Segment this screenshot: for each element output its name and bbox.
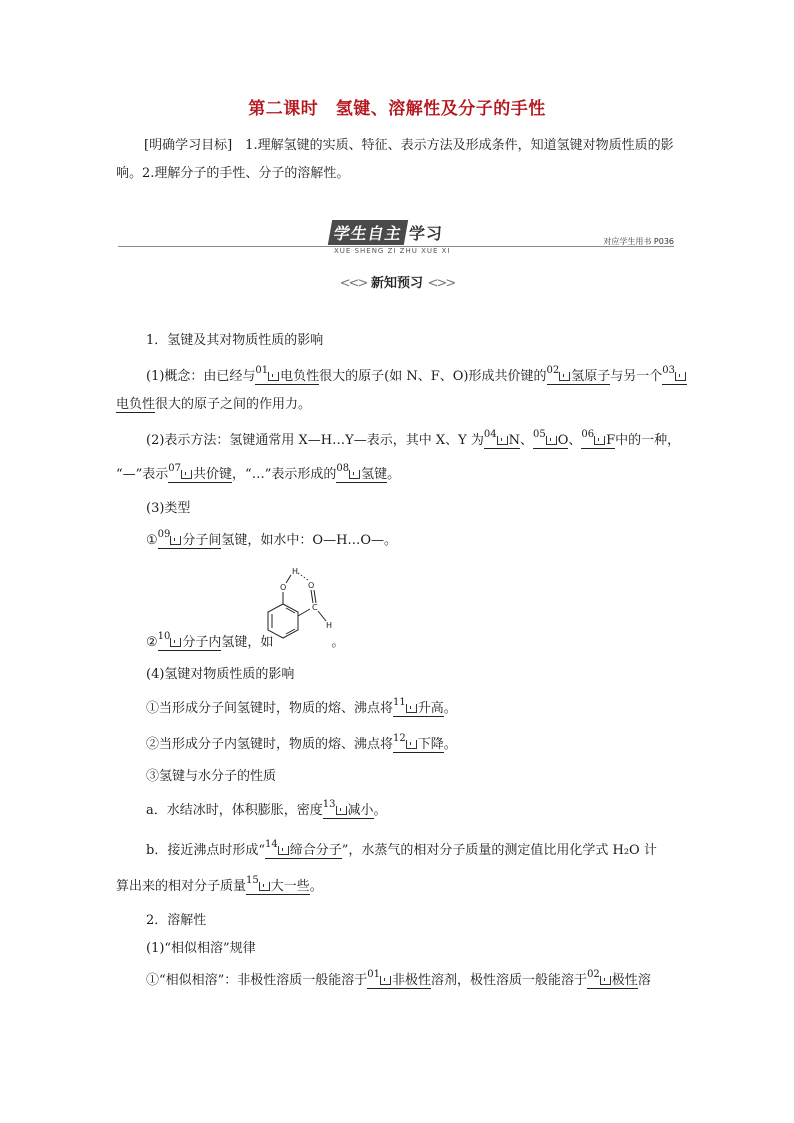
answer-marker-icon bbox=[406, 740, 417, 749]
atom-o1: O bbox=[280, 583, 287, 592]
banner-boxed-text: 学生自主 bbox=[328, 220, 408, 245]
banner-text: 学习 bbox=[409, 223, 444, 243]
answer-10: $^{10}$ 分子内 bbox=[157, 631, 222, 650]
heading-2: 2．溶解性 bbox=[146, 913, 207, 928]
bond-c-h bbox=[318, 611, 326, 621]
answer-marker-icon bbox=[380, 976, 391, 985]
answer-marker-icon bbox=[594, 436, 605, 445]
atom-h2: H bbox=[326, 621, 333, 630]
goals-text: 1.理解氢键的实质、特征、表示方法及形成条件，知道氢键对物质性质的影响。2.理解分子的手性、分子的溶解性。 bbox=[116, 138, 674, 181]
bond-c-o-2 bbox=[314, 590, 316, 603]
answer-01: $^{01}$ 电负性 bbox=[255, 365, 320, 384]
answer-13: $^{13}$ 减小 bbox=[322, 799, 374, 818]
answer-marker-icon bbox=[181, 470, 192, 479]
concept-line-1: (1)概念：由已经与$^{01}$ 电负性很大的原子(如 N、F、O)形成共价键的$^{02}$ 氢原子与另一个$^{03}$ bbox=[146, 368, 687, 387]
learning-goals bbox=[116, 132, 678, 188]
effect-3: ③氢键与水分子的性质 bbox=[146, 769, 277, 784]
answer-marker-icon bbox=[170, 638, 181, 647]
answer-07: $^{07}$ 共价键 bbox=[168, 463, 233, 482]
answer-marker-icon bbox=[546, 436, 557, 445]
heading-1: 1．氢键及其对物质性质的影响 bbox=[146, 333, 324, 348]
goals-label: [明确学习目标] bbox=[144, 138, 233, 153]
effects-heading: (4)氢键对物质性质的影响 bbox=[146, 667, 295, 682]
section-heading bbox=[0, 272, 794, 291]
answer-s02: $^{02}$ 极性 bbox=[587, 969, 638, 988]
like-dissolves-heading: (1)“相似相溶”规律 bbox=[146, 941, 256, 956]
answer-02: $^{02}$ 氢原子 bbox=[546, 365, 611, 384]
answer-11: $^{11}$ 升高 bbox=[393, 697, 444, 716]
water-b-line-1: b．接近沸点时形成“$^{14}$ 缔合分子”，水蒸气的相对分子质量的测定值比用化学式 H₂O 计 bbox=[146, 839, 657, 858]
answer-08: $^{08}$ 氢键 bbox=[336, 463, 388, 482]
answer-marker-icon bbox=[600, 976, 611, 985]
answer-s01: $^{01}$ 非极性 bbox=[367, 969, 432, 988]
answer-marker-icon bbox=[336, 806, 347, 815]
bond-h-o bbox=[286, 575, 291, 583]
answer-marker-icon bbox=[559, 372, 570, 381]
like-dissolves-rule: ①“相似相溶”：非极性溶质一般能溶于$^{01}$ 非极性溶剂，极性溶质一般能溶于$^{02}$ 极性溶 bbox=[146, 969, 651, 988]
effect-1: ①当形成分子间氢键时，物质的熔、沸点将$^{11}$ 升高。 bbox=[146, 697, 457, 716]
atom-c: C bbox=[312, 603, 318, 612]
answer-14: $^{14}$ 缔合分子 bbox=[264, 839, 342, 858]
answer-09: $^{09}$ 分子间 bbox=[157, 529, 222, 548]
atom-o2: O bbox=[308, 581, 315, 590]
answer-03: 03 bbox=[662, 369, 687, 385]
answer-03-text: 电负性 bbox=[116, 397, 156, 412]
right-deco-icon: <>> bbox=[427, 276, 455, 291]
bond-c-o-1 bbox=[311, 590, 313, 603]
types-heading: (3)类型 bbox=[146, 501, 191, 516]
answer-04: $^{04}$ N bbox=[483, 429, 520, 448]
answer-marker-icon bbox=[268, 372, 279, 381]
hydrogen-bond bbox=[298, 573, 308, 580]
left-deco-icon: <<> bbox=[339, 276, 367, 291]
answer-05: $^{05}$ O bbox=[532, 429, 569, 448]
section-title: 新知预习 bbox=[370, 276, 423, 291]
answer-marker-icon bbox=[170, 536, 181, 545]
banner-pinyin: XUE SHENG ZI ZHU XUE XI bbox=[334, 247, 451, 255]
answer-marker-icon bbox=[259, 882, 270, 891]
water-a: a．水结冰时，体积膨胀，密度$^{13}$ 减小。 bbox=[146, 799, 387, 818]
concept-line-2: 电负性很大的原子之间的作用力。 bbox=[116, 397, 312, 412]
effect-2: ②当形成分子内氢键时，物质的熔、沸点将$^{12}$ 下降。 bbox=[146, 733, 457, 752]
representation-line-1: (2)表示方法：氢键通常用 X—H…Y—表示，其中 X、Y 为$^{04}$ N、$^{05}$ O、$^{06}$ F中的一种， bbox=[146, 429, 681, 448]
ring-double-bond-2 bbox=[286, 608, 295, 613]
bond-c-ring bbox=[298, 609, 310, 616]
answer-marker-icon bbox=[278, 846, 289, 855]
answer-12: $^{12}$ 下降 bbox=[393, 733, 444, 752]
answer-marker-icon bbox=[406, 704, 417, 713]
type-intermolecular: ①$^{09}$ 分子间氢键，如水中：O—H…O—。 bbox=[146, 529, 398, 548]
answer-06: $^{06}$ F bbox=[581, 429, 616, 448]
water-b-line-2: 算出来的相对分子质量$^{15}$ 大一些。 bbox=[116, 875, 323, 894]
answer-marker-icon bbox=[349, 470, 360, 479]
atom-h1: H bbox=[292, 567, 299, 576]
section-banner bbox=[330, 221, 443, 243]
answer-15: $^{15}$ 大一些 bbox=[246, 875, 310, 894]
type-intramolecular: ②$^{10}$ 分子内氢键，如 。 bbox=[146, 631, 345, 650]
answer-marker-icon bbox=[497, 436, 508, 445]
book-reference: 对应学生用书 P036 bbox=[603, 237, 674, 246]
answer-marker-icon bbox=[675, 372, 686, 381]
page-title: 第二课时 氢键、溶解性及分子的手性 bbox=[248, 99, 546, 119]
representation-line-2: “—”表示$^{07}$ 共价键，“…”表示形成的$^{08}$ 氢键。 bbox=[116, 463, 401, 482]
